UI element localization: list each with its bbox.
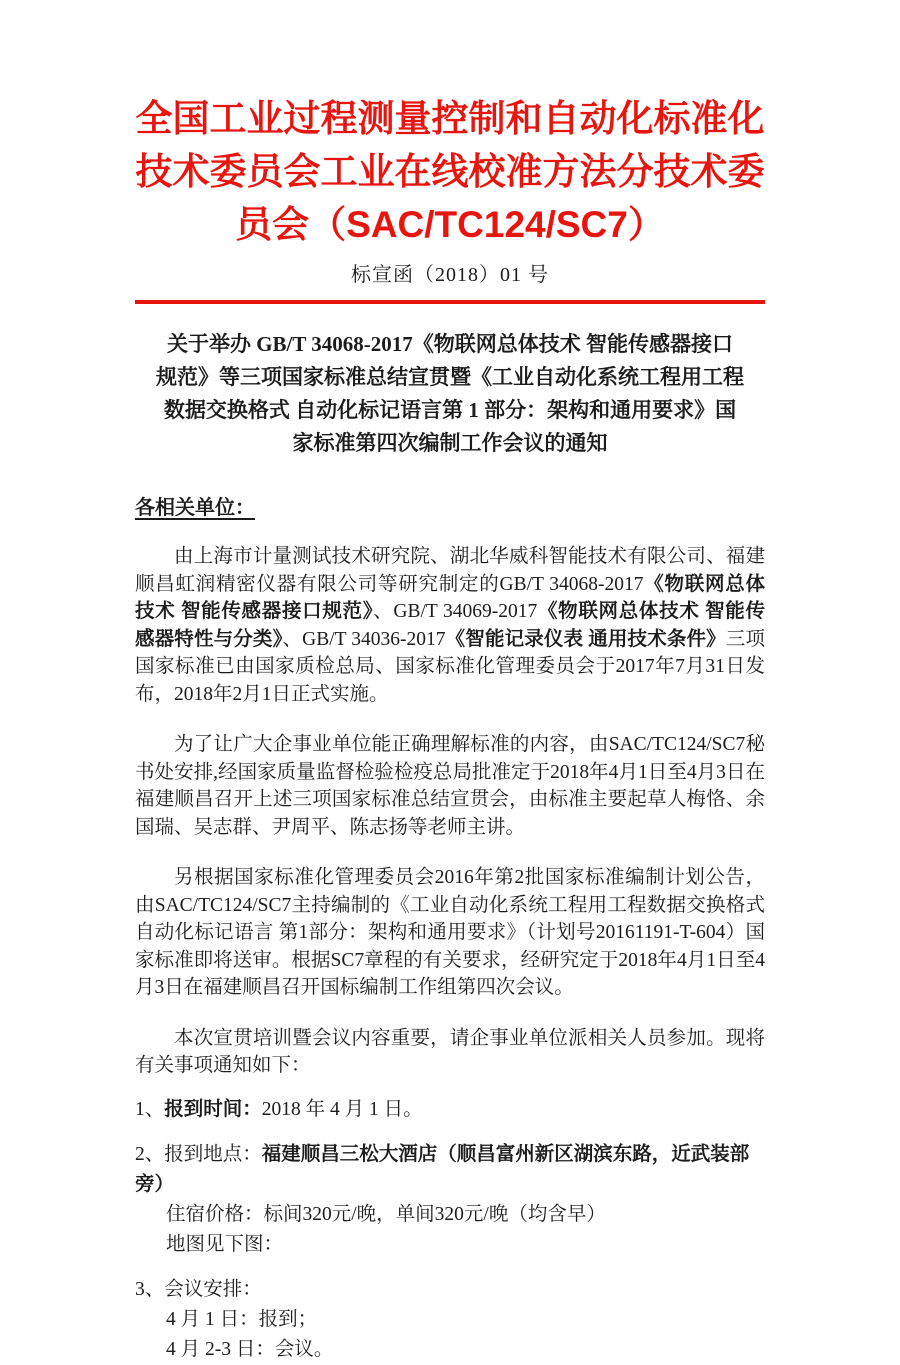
body-text: 3、会议安排： [135,1278,262,1300]
notice-title-line: 规范》等三项国家标准总结宣贯暨《工业自动化系统工程用工程 [156,365,744,389]
salutation: 各相关单位： [135,497,255,519]
paragraph [135,731,765,841]
notice-title-line: 关于举办 GB/T 34068-2017《物联网总体技术 智能传感器接口 [166,332,734,356]
notice-item [135,1140,765,1260]
emphasis-text: 《智能记录仪表 通用技术条件》 [445,628,726,650]
item-subline [135,1305,765,1335]
emphasis-text: 报到时间： [164,1098,262,1120]
committee-title-line: 技术委员会工业在线校准方法分技术委 [135,151,765,192]
committee-title-line: 员会（SAC/TC124/SC7） [235,204,665,245]
red-divider-line [135,300,765,304]
item-line [135,1140,765,1200]
paragraph [135,1025,765,1080]
item-subline [135,1200,765,1230]
notice-item [135,1095,765,1125]
body-text: 地图见下图： [166,1233,284,1255]
body-text: 住宿价格：标间320元/晚，单间320元/晚（均含早） [166,1203,606,1225]
notice-title-line: 数据交换格式 自动化标记语言第 1 部分：架构和通用要求》国 [163,398,737,422]
item-line [135,1095,765,1125]
paragraph [135,543,765,708]
document-number: 标宣函（2018）01 号 [351,264,549,286]
emphasis-text: 《物联网总体技术 智能传感器接口规范》 [135,573,765,622]
committee-title [135,92,765,251]
notice-title-line: 家标准第四次编制工作会议的通知 [292,431,608,455]
body-text: 、GB/T 34069-2017 [373,601,538,622]
emphasis-text: 福建顺昌三松大酒店（顺昌富州新区湖滨东路，近武装部旁） [135,1143,750,1195]
notice-item [135,1275,765,1365]
body-text: 2018 年 4 月 1 日。 [261,1098,423,1120]
body-text: 为了让广大企事业单位能正确理解标准的内容，由SAC/TC124/SC7秘书处安排,经国家质量监督检验检疫总局批准定于2018年4月1日至4月3日在福建顺昌召开上述三项国家标准总结宣贯会，由标准主要起草人梅恪、余国瑞、吴志群、尹周平、陈志扬等老师主讲。 [135,734,765,838]
body-text: 2、报到地点： [135,1143,262,1165]
body-paragraphs [135,543,765,1080]
paragraph [135,864,765,1002]
body-text: 本次宣贯培训暨会议内容重要，请企事业单位派相关人员参加。现将有关事项通知如下： [135,1027,765,1076]
emphasis-text: 《物联网总体技术 智能传感器特性与分类》 [135,601,765,650]
item-subline [135,1230,765,1260]
body-text: 4 月 1 日：报到； [166,1308,318,1330]
body-text: 1、 [135,1098,165,1120]
body-text: 三项国家标准已由国家质检总局、国家标准化管理委员会于2017年7月31日发布，2018年2月1日正式实施。 [135,628,765,705]
body-text: 另根据国家标准化管理委员会2016年第2批国家标准编制计划公告，由SAC/TC124/SC7主持编制的《工业自动化系统工程用工程数据交换格式 自动化标记语言 第1部分：架构和通用要求》（计划号20161191-T-604）国家标准即将送审。根据SC7章程的有关要求，经研究定于2018年4月1日至4月3日在福建顺昌召开国标编制工作组第四次会议。 [135,867,765,998]
body-text: 、GB/T 34036-2017 [282,628,446,650]
body-text: 由上海市计量测试技术研究院、湖北华威科智能技术有限公司、福建顺昌虹润精密仪器有限公司等研究制定的GB/T 34068-2017 [135,546,765,595]
notice-title [135,328,765,460]
item-line [135,1275,765,1305]
notice-items [135,1095,765,1365]
body-text: 4 月 2-3 日：会议。 [166,1338,334,1360]
committee-title-line: 全国工业过程测量控制和自动化标准化 [135,98,765,139]
document-content [135,0,765,1365]
item-subline [135,1335,765,1365]
